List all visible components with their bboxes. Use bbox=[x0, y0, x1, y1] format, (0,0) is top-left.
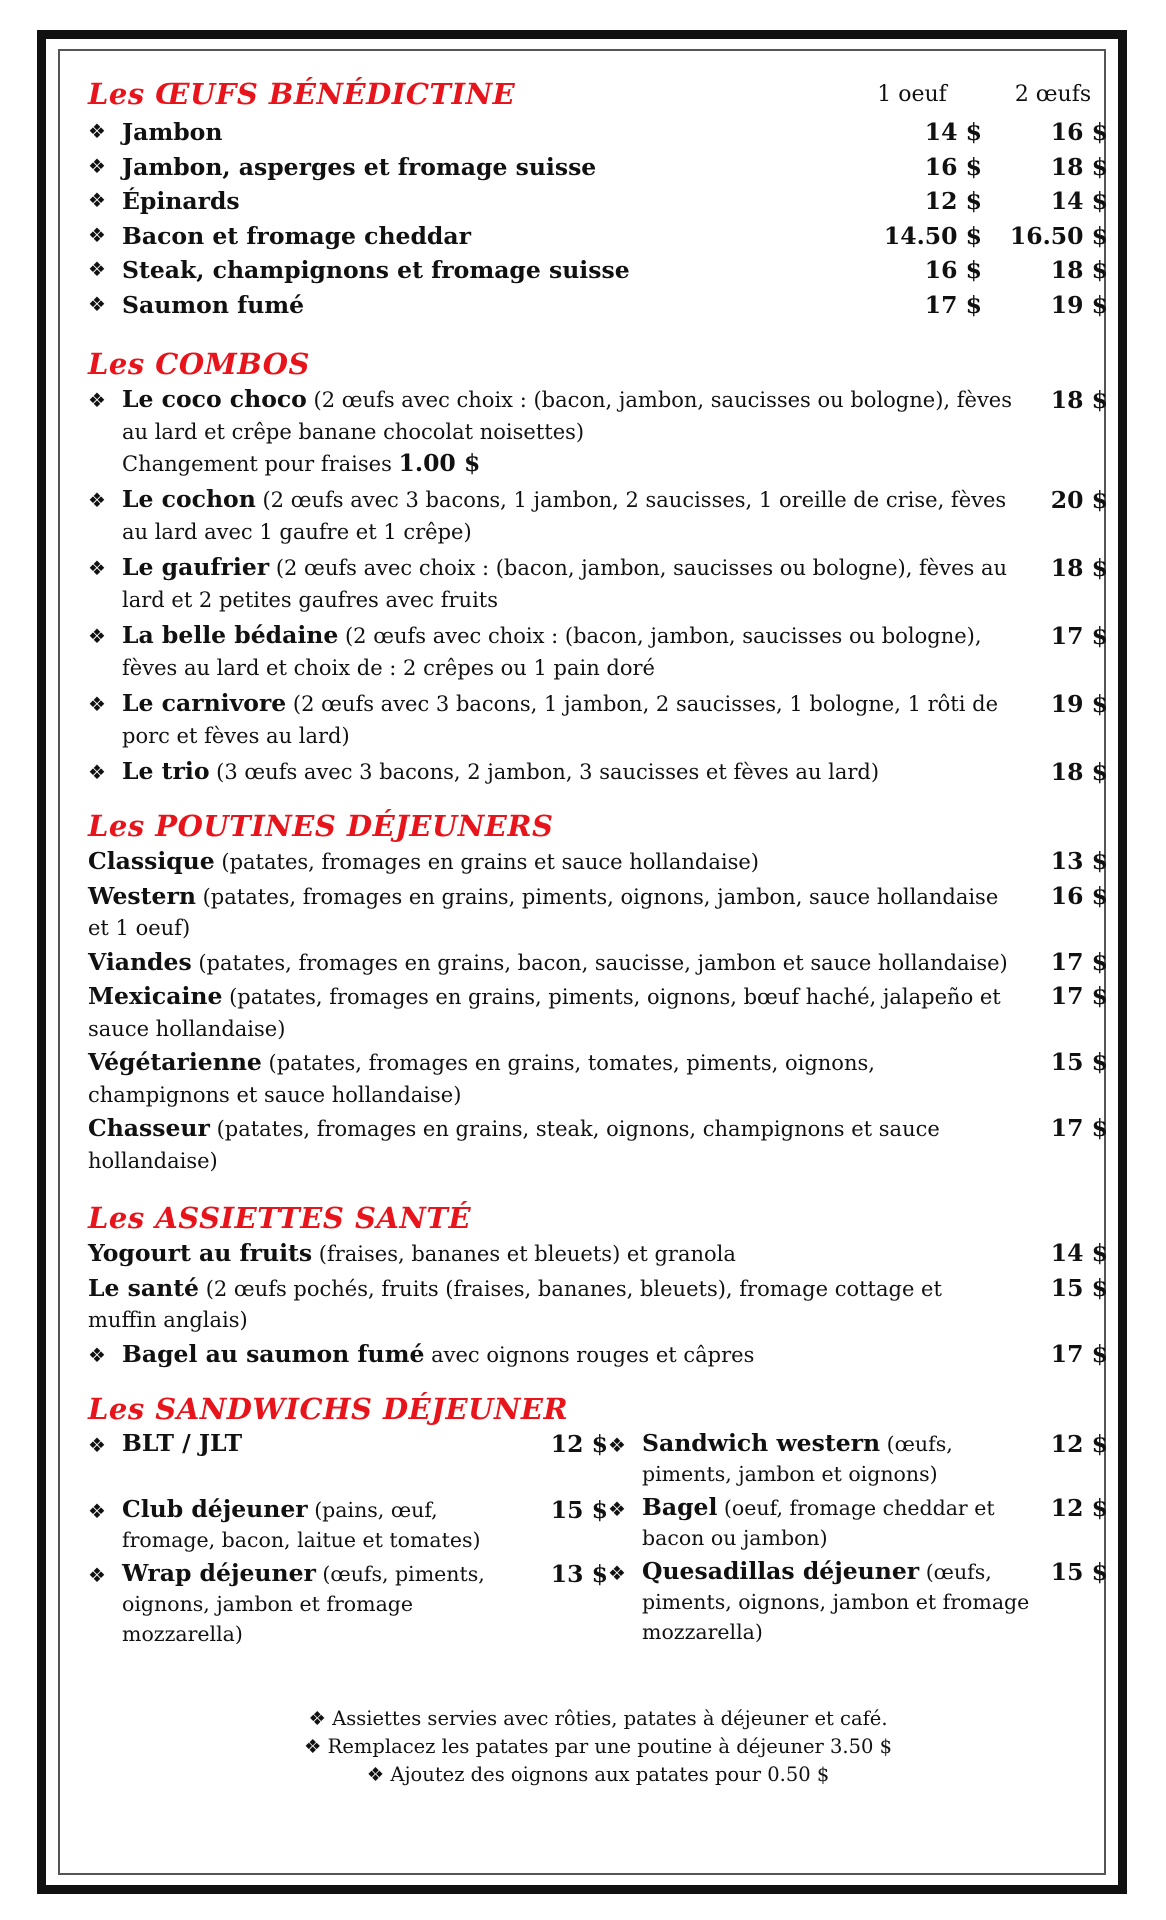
item-text bbox=[642, 1429, 1046, 1489]
item-text bbox=[88, 1238, 1038, 1270]
item-text bbox=[88, 981, 1038, 1044]
item-extra-price: 1.00 $ bbox=[398, 449, 481, 477]
item-name: Wrap déjeuner bbox=[122, 1558, 316, 1587]
sandwichs-grid bbox=[88, 1429, 1108, 1653]
item-price-2-oeufs: 16.50 $ bbox=[1009, 221, 1108, 250]
item-price: 13 $ bbox=[550, 1559, 608, 1588]
item-price: 12 $ bbox=[550, 1429, 608, 1458]
item-name: Steak, champignons et fromage suisse bbox=[122, 256, 630, 284]
item-name: Club déjeuner bbox=[122, 1494, 308, 1523]
item-text bbox=[122, 756, 1038, 788]
item-price: 20 $ bbox=[1050, 486, 1108, 514]
item-name: Le santé bbox=[88, 1273, 200, 1302]
item-name: Sandwich western bbox=[642, 1428, 881, 1457]
item-description: (2 œufs avec 3 bacons, 1 jambon, 2 saucisses, 1 oreille de crise, fèves au lard avec 1 gaufre et 1 crêpe) bbox=[122, 488, 1007, 544]
item-price-1-oeuf: 16 $ bbox=[924, 152, 982, 181]
item-description: (œufs, piments, oignons, jambon et fromage mozzarella) bbox=[122, 1561, 485, 1646]
item-text bbox=[88, 947, 1038, 979]
menu-item bbox=[88, 115, 1108, 150]
item-price: 12 $ bbox=[1050, 1493, 1108, 1522]
item-name: Mexicaine bbox=[88, 982, 223, 1010]
bullet-icon: ❖ bbox=[88, 1562, 106, 1587]
section-title-sante: Les ASSIETTES SANTÉ bbox=[88, 1201, 472, 1235]
menu-item bbox=[88, 756, 1108, 788]
section-sandwichs bbox=[88, 1389, 1108, 1653]
bullet-icon: ❖ bbox=[608, 1432, 626, 1457]
item-name: Le coco choco bbox=[122, 385, 307, 413]
section-oeufs bbox=[88, 73, 1108, 322]
item-text bbox=[122, 1429, 546, 1459]
bullet-icon: ❖ bbox=[88, 1498, 106, 1523]
item-description: (patates, fromages en grains, piments, oignons, bœuf haché, jalapeño et sauce hollandaise) bbox=[88, 985, 1001, 1041]
column-header-2-oeufs: 2 œufs bbox=[1014, 81, 1092, 107]
footer-note-text: Assiettes servies avec rôties, patates à déjeuner et café. bbox=[332, 1706, 888, 1730]
item-name: La belle bédaine bbox=[122, 621, 339, 649]
item-description: (2 œufs avec choix : (bacon, jambon, saucisses ou bologne), fèves au lard et 2 petites gaufres avec fruits bbox=[122, 556, 1008, 612]
item-name: Le trio bbox=[122, 757, 210, 785]
menu-item bbox=[88, 881, 1108, 944]
item-price-1-oeuf: 16 $ bbox=[924, 256, 982, 284]
bullet-icon: ❖ bbox=[88, 188, 106, 212]
item-name: Le gaufrier bbox=[122, 553, 270, 581]
item-name: Western bbox=[88, 881, 196, 910]
sandwichs-left-column bbox=[88, 1429, 608, 1653]
item-description: (2 œufs avec choix : (bacon, jambon, saucisses ou bologne), fèves au lard et choix de : 2 crêpes ou 1 pain doré bbox=[122, 624, 982, 680]
item-description: (2 œufs avec choix : (bacon, jambon, saucisses ou bologne), fèves au lard et crêpe banane chocolat noisettes) bbox=[122, 388, 1013, 444]
item-description: (3 œufs avec 3 bacons, 2 jambon, 3 saucisses et fèves au lard) bbox=[209, 760, 880, 784]
bullet-icon: ❖ bbox=[88, 222, 106, 247]
sandwichs-right-column bbox=[608, 1429, 1108, 1653]
menu-item bbox=[88, 1559, 608, 1649]
item-price-2-oeufs: 16 $ bbox=[1050, 118, 1108, 146]
item-text bbox=[122, 620, 1038, 684]
item-price: 18 $ bbox=[1050, 554, 1108, 582]
item-name: Yogourt au fruits bbox=[88, 1239, 313, 1267]
item-price-1-oeuf: 12 $ bbox=[924, 187, 982, 215]
item-price: 15 $ bbox=[550, 1495, 608, 1524]
item-price: 17 $ bbox=[1050, 1114, 1108, 1142]
menu-item bbox=[88, 384, 1108, 480]
item-text bbox=[122, 1495, 546, 1555]
item-name: Saumon fumé bbox=[122, 290, 305, 319]
item-price: 17 $ bbox=[1050, 622, 1108, 650]
menu-content bbox=[88, 73, 1108, 1789]
item-name: Classique bbox=[88, 847, 215, 875]
item-name: Viandes bbox=[88, 947, 192, 976]
section-title-poutines: Les POUTINES DÉJEUNERS bbox=[88, 809, 554, 843]
bullet-icon: ❖ bbox=[88, 624, 106, 648]
column-header-1-oeuf: 1 oeuf bbox=[877, 81, 947, 107]
item-text bbox=[122, 1559, 546, 1649]
menu-item bbox=[88, 1429, 608, 1461]
item-description: (patates, fromages en grains et sauce hollandaise) bbox=[214, 850, 759, 874]
menu-item bbox=[608, 1493, 1108, 1553]
menu-item bbox=[88, 981, 1108, 1044]
item-description: (2 œufs pochés, fruits (fraises, bananes, bleuets), fromage cottage et muffin anglais) bbox=[88, 1276, 942, 1332]
menu-item bbox=[608, 1557, 1108, 1647]
section-title-sandwichs: Les SANDWICHS DÉJEUNER bbox=[88, 1391, 569, 1426]
item-price: 17 $ bbox=[1050, 982, 1108, 1010]
bullet-icon: ❖ bbox=[88, 119, 106, 143]
item-name: Végétarienne bbox=[88, 1048, 262, 1076]
bullet-icon: ❖ bbox=[88, 388, 106, 412]
bullet-icon: ❖ bbox=[88, 692, 106, 716]
item-price: 13 $ bbox=[1050, 847, 1108, 875]
footer-notes bbox=[88, 1705, 1108, 1789]
item-description: (patates, fromages en grains, steak, oignons, champignons et sauce hollandaise) bbox=[88, 1117, 940, 1173]
item-price: 18 $ bbox=[1050, 386, 1108, 414]
section-combos bbox=[88, 344, 1108, 788]
footer-note bbox=[88, 1733, 1108, 1761]
bullet-icon: ❖ bbox=[88, 291, 106, 316]
menu-item bbox=[88, 150, 1108, 185]
bullet-icon: ❖ bbox=[366, 1762, 385, 1786]
bullet-icon: ❖ bbox=[308, 1706, 326, 1730]
footer-note-text: Remplacez les patates par une poutine à déjeuner 3.50 $ bbox=[327, 1734, 893, 1758]
bullet-icon: ❖ bbox=[608, 1496, 626, 1521]
menu-item bbox=[88, 1238, 1108, 1270]
item-price: 15 $ bbox=[1050, 1557, 1108, 1586]
menu-item bbox=[88, 688, 1108, 752]
item-text bbox=[88, 1047, 1038, 1110]
item-description: avec oignons rouges et câpres bbox=[424, 1342, 755, 1367]
item-text bbox=[642, 1557, 1046, 1647]
menu-item bbox=[88, 947, 1108, 979]
menu-item bbox=[88, 1047, 1108, 1110]
bullet-icon: ❖ bbox=[88, 1342, 106, 1367]
section-sante bbox=[88, 1198, 1108, 1371]
menu-outer-border bbox=[37, 30, 1127, 1894]
item-price-2-oeufs: 18 $ bbox=[1050, 256, 1108, 284]
item-name: Chasseur bbox=[88, 1114, 210, 1142]
item-price: 12 $ bbox=[1050, 1429, 1108, 1458]
item-name: Bacon et fromage cheddar bbox=[122, 221, 471, 250]
item-name: Jambon bbox=[122, 118, 223, 146]
item-price: 18 $ bbox=[1050, 758, 1108, 786]
section-title-oeufs: Les ŒUFS BÉNÉDICTINE bbox=[88, 77, 516, 111]
combos-list bbox=[88, 384, 1108, 788]
item-price: 19 $ bbox=[1050, 690, 1108, 718]
footer-note-text: Ajoutez des oignons aux patates pour 0.50 $ bbox=[390, 1762, 830, 1786]
item-price-1-oeuf: 14 $ bbox=[924, 118, 982, 146]
bullet-icon: ❖ bbox=[608, 1560, 626, 1585]
menu-item bbox=[88, 846, 1108, 878]
menu-item bbox=[88, 1339, 1108, 1371]
item-description: (patates, fromages en grains, tomates, piments, oignons, champignons et sauce hollandaise) bbox=[88, 1051, 875, 1107]
menu-item bbox=[88, 288, 1108, 323]
item-description: (fraises, bananes et bleuets) et granola bbox=[312, 1242, 736, 1266]
sante-bagel bbox=[88, 1339, 1108, 1371]
menu-item bbox=[88, 1273, 1108, 1336]
menu-item bbox=[88, 484, 1108, 548]
item-description: (pains, œuf, fromage, bacon, laitue et tomates) bbox=[122, 1497, 481, 1552]
item-description: (patates, fromages en grains, bacon, saucisse, jambon et sauce hollandaise) bbox=[191, 950, 1008, 975]
item-price-1-oeuf: 17 $ bbox=[924, 290, 982, 319]
item-extra: Changement pour fraises bbox=[122, 452, 399, 476]
menu-item bbox=[88, 620, 1108, 684]
item-name: Le carnivore bbox=[122, 689, 287, 717]
menu-item bbox=[88, 219, 1108, 254]
item-description: (patates, fromages en grains, piments, oignons, jambon, sauce hollandaise et 1 oeuf) bbox=[88, 884, 999, 940]
item-price: 17 $ bbox=[1050, 1339, 1108, 1368]
menu-item bbox=[88, 253, 1108, 288]
bullet-icon: ❖ bbox=[88, 760, 106, 784]
item-name: Jambon, asperges et fromage suisse bbox=[122, 152, 597, 181]
item-text bbox=[88, 846, 1038, 878]
footer-note bbox=[88, 1705, 1108, 1733]
item-text bbox=[122, 688, 1038, 752]
bullet-icon: ❖ bbox=[88, 488, 106, 512]
section-poutines bbox=[88, 806, 1108, 1176]
item-name: Épinards bbox=[122, 187, 240, 215]
bullet-icon: ❖ bbox=[88, 153, 106, 178]
menu-item bbox=[608, 1429, 1108, 1489]
poutines-list bbox=[88, 846, 1108, 1176]
item-price: 16 $ bbox=[1050, 881, 1108, 910]
item-name: Bagel bbox=[642, 1492, 718, 1521]
item-price: 15 $ bbox=[1050, 1273, 1108, 1302]
footer-note bbox=[88, 1761, 1108, 1789]
item-text bbox=[88, 1113, 1038, 1176]
bullet-icon: ❖ bbox=[88, 556, 106, 580]
item-price-2-oeufs: 19 $ bbox=[1050, 290, 1108, 319]
item-name: Bagel au saumon fumé bbox=[122, 1339, 425, 1368]
menu-item bbox=[88, 1495, 608, 1555]
item-text bbox=[88, 1273, 1038, 1336]
item-price: 14 $ bbox=[1050, 1239, 1108, 1267]
menu-item bbox=[88, 1113, 1108, 1176]
item-text bbox=[122, 384, 1038, 480]
item-text bbox=[88, 881, 1038, 944]
item-price-2-oeufs: 14 $ bbox=[1050, 187, 1108, 215]
item-description: (oeuf, fromage cheddar et bacon ou jambon) bbox=[642, 1495, 995, 1550]
item-price: 17 $ bbox=[1050, 947, 1108, 976]
item-name: BLT / JLT bbox=[122, 1428, 243, 1457]
sante-list bbox=[88, 1238, 1108, 1336]
menu-inner-border bbox=[58, 49, 1106, 1875]
item-price-2-oeufs: 18 $ bbox=[1050, 152, 1108, 181]
item-price: 15 $ bbox=[1050, 1048, 1108, 1076]
item-name: Quesadillas déjeuner bbox=[642, 1556, 920, 1585]
item-text bbox=[122, 484, 1038, 548]
oeufs-header bbox=[88, 73, 1108, 115]
item-description: (2 œufs avec 3 bacons, 1 jambon, 2 saucisses, 1 bologne, 1 rôti de porc et fèves au lard) bbox=[122, 692, 999, 748]
item-text bbox=[642, 1493, 1046, 1553]
bullet-icon: ❖ bbox=[88, 257, 106, 281]
oeufs-list bbox=[88, 115, 1108, 322]
item-price-1-oeuf: 14.50 $ bbox=[883, 221, 982, 250]
item-description: (œufs, piments, oignons, jambon et fromage mozzarella) bbox=[642, 1559, 1030, 1644]
item-description: (œufs, piments, jambon et oignons) bbox=[642, 1431, 953, 1486]
item-text bbox=[122, 552, 1038, 616]
item-name: Le cochon bbox=[122, 485, 256, 513]
bullet-icon: ❖ bbox=[303, 1734, 322, 1758]
menu-item bbox=[88, 184, 1108, 219]
menu-item bbox=[88, 552, 1108, 616]
bullet-icon: ❖ bbox=[88, 1432, 106, 1457]
section-title-combos: Les COMBOS bbox=[88, 347, 310, 381]
